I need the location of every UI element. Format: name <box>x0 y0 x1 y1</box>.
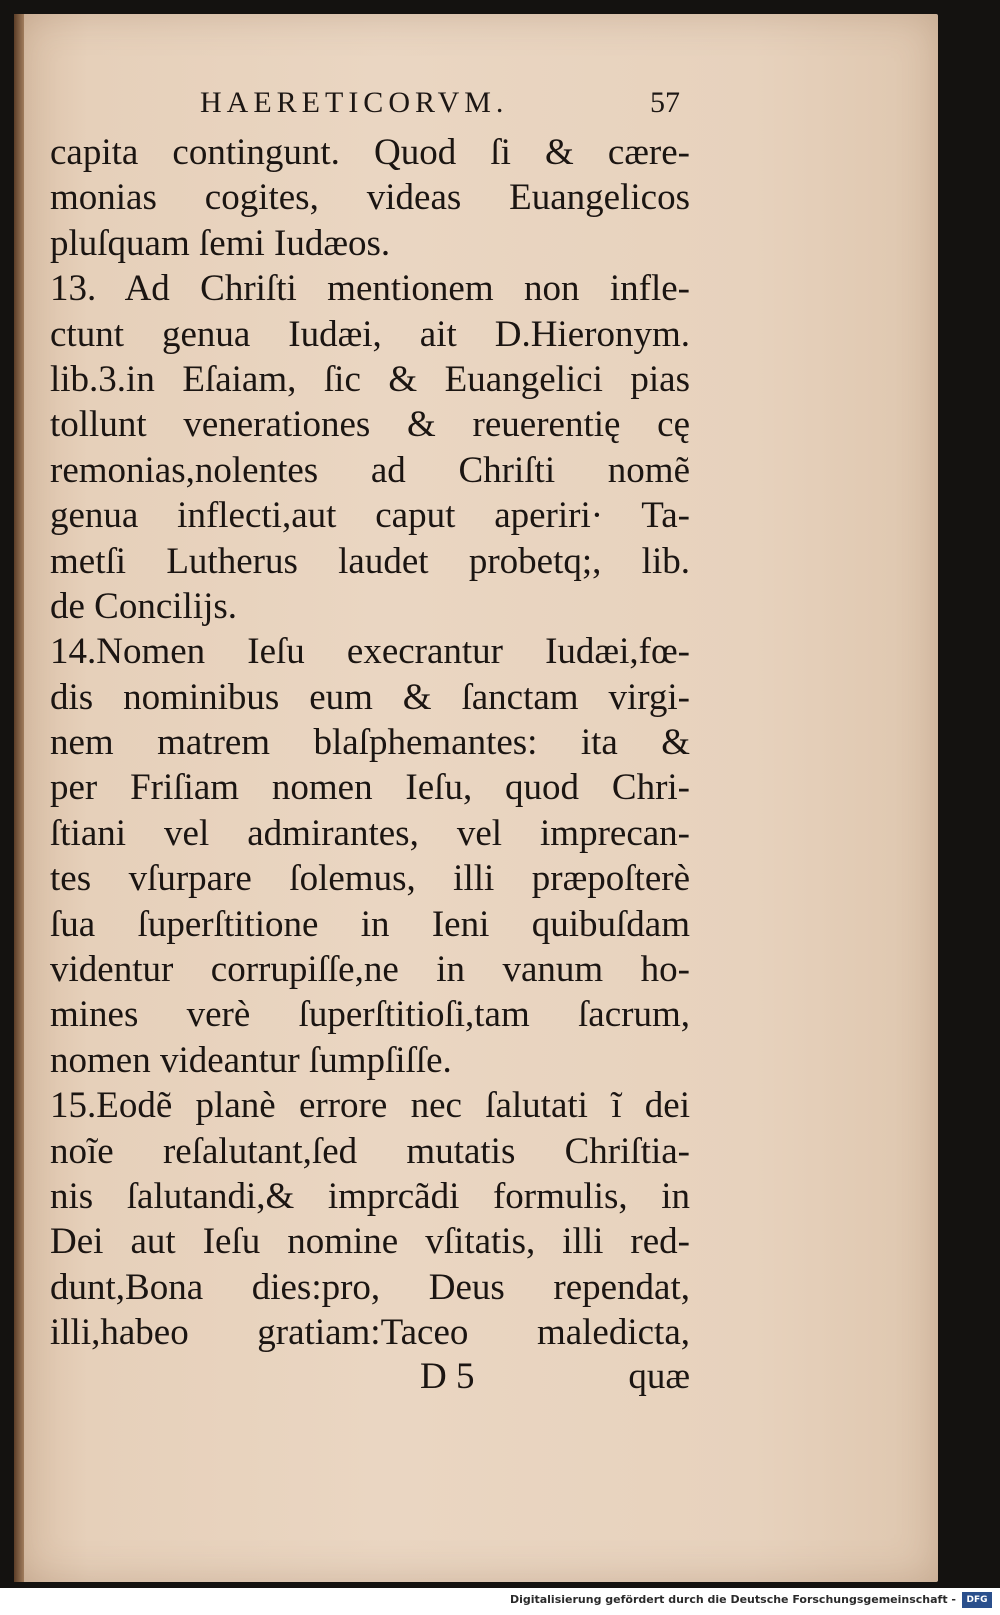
text-line: 14.Nomen Ieſu execrantur Iudæi,fœ- <box>50 631 690 673</box>
text-line: 15.Eodẽ planè errore nec ſalutati ĩ dei <box>50 1085 690 1127</box>
text-line: lib.3.in Eſaiam, ſic & Euangelici pias <box>50 358 690 400</box>
text-line: videntur corrupiſſe,ne in vanum ho- <box>50 949 690 991</box>
text-line: nem matrem blaſphemantes: ita & <box>50 722 690 764</box>
text-line: ſua ſuperſtitione in Ieni quibuſdam <box>50 903 690 945</box>
running-title: HAERETICORVM. <box>200 86 509 119</box>
text-line: tes vſurpare ſolemus, illi præpoſterè <box>50 858 690 900</box>
text-line: monias cogites, videas Euangelicos <box>50 177 690 219</box>
funding-credit: Digitalisierung gefördert durch die Deutsche Forschungsgemeinschaft - <box>509 1593 956 1606</box>
text-line: capita contingunt. Quod ſi & cære- <box>50 132 690 173</box>
running-head <box>150 82 680 122</box>
body-text <box>50 130 690 1356</box>
text-line: per Friſiam nomen Ieſu, quod Chri- <box>50 767 690 809</box>
text-line: 13. Ad Chriſti mentionem non infle- <box>50 268 690 310</box>
text-line: metſi Lutherus laudet probetq;, lib. <box>50 540 690 582</box>
text-line: pluſquam ſemi Iudæos. <box>50 222 391 264</box>
text-line: mines verè ſuperſtitioſi,tam ſacrum, <box>50 994 690 1036</box>
text-line: nomen videantur ſumpſiſſe. <box>50 1039 452 1081</box>
text-line: ctunt genua Iudæi, ait D.Hieronym. <box>50 313 690 355</box>
catchword: quæ <box>628 1356 690 1397</box>
text-line: dunt,Bona dies:pro, Deus rependat, <box>50 1266 690 1308</box>
digitization-footer <box>0 1588 1000 1615</box>
text-line: noĩe reſalutant,ſed mutatis Chriſtia- <box>50 1130 690 1172</box>
signature-mark: D 5 <box>420 1356 475 1397</box>
text-line: de Concilijs. <box>50 585 238 627</box>
text-line: Dei aut Ieſu nomine vſitatis, illi red- <box>50 1221 690 1263</box>
text-line: nis ſalutandi,& imprcãdi formulis, in <box>50 1175 690 1217</box>
catch-line <box>50 1355 690 1401</box>
text-line: ſtiani vel admirantes, vel imprecan- <box>50 812 690 854</box>
dfg-logo-icon[interactable]: DFG <box>962 1592 992 1608</box>
text-line: genua inflecti,aut caput aperiri· Ta- <box>50 495 690 537</box>
text-line: dis nominibus eum & ſanctam virgi- <box>50 676 690 718</box>
page-binding-edge <box>14 14 24 1582</box>
text-line: remonias,nolentes ad Chriſti nomẽ <box>50 449 690 491</box>
page-number: 57 <box>650 86 680 119</box>
text-line: tollunt venerationes & reuerentię cę <box>50 404 690 446</box>
text-line: illi,habeo gratiam:Taceo maledicta, <box>50 1312 690 1354</box>
